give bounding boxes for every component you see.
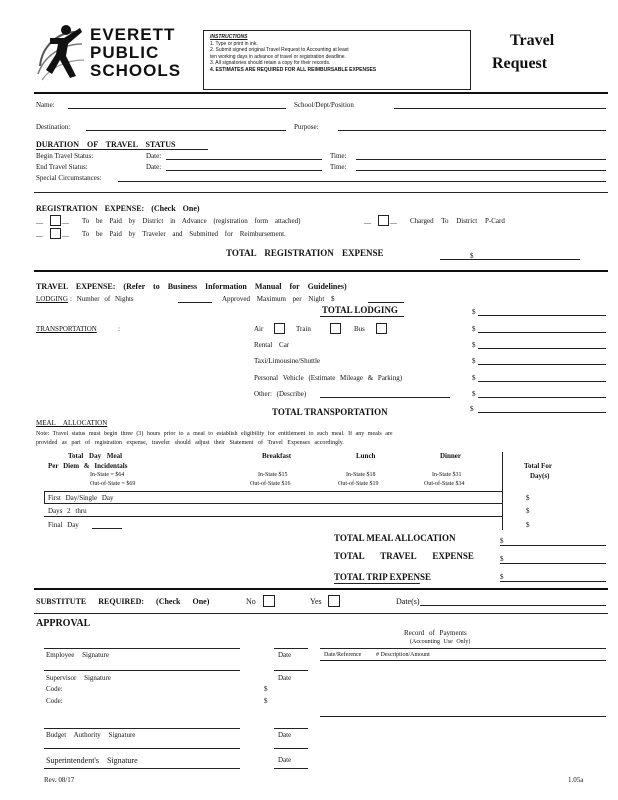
dollar-sign: $ — [470, 252, 474, 260]
end-date-field[interactable] — [166, 170, 322, 171]
begin-time-label: Time: — [330, 152, 347, 160]
code-label: Code: — [46, 685, 63, 693]
registration-heading: REGISTRATION EXPENSE: (Check One) — [36, 204, 200, 213]
logo-line3: SCHOOLS — [90, 61, 182, 80]
instruction-item: 2. Submit signed original Travel Request to Accounting at least — [210, 47, 349, 53]
employee-date-field[interactable] — [274, 670, 308, 671]
total-trip-label: TOTAL TRIP EXPENSE — [334, 572, 432, 582]
form-number: 1.05a — [568, 776, 584, 784]
divider — [34, 613, 608, 614]
travel-heading: TRAVEL EXPENSE: (Refer to Business Information Manual for Guidelines) — [36, 282, 347, 291]
dollar-sign: $ — [472, 308, 476, 316]
total-trip-field[interactable] — [500, 581, 606, 582]
nights-label: : Number of Nights — [70, 295, 134, 303]
col-total-day-label: Total Day Meal — [68, 452, 123, 460]
divider — [44, 503, 502, 504]
breakfast-in-state: In-State $15 — [258, 472, 288, 478]
bus-checkbox[interactable] — [376, 323, 387, 334]
divider — [274, 648, 308, 649]
superintendent-date-label: Date — [278, 756, 292, 764]
total-transportation-label: TOTAL TRANSPORTATION — [272, 407, 388, 417]
instructions-box — [203, 30, 471, 90]
total-transportation-field[interactable] — [478, 412, 606, 413]
purpose-field[interactable] — [338, 130, 606, 131]
divider — [34, 588, 608, 590]
divider — [320, 716, 606, 717]
substitute-no-checkbox[interactable] — [263, 595, 275, 607]
dollar-sign: $ — [472, 341, 476, 349]
substitute-yes-label: Yes — [310, 597, 322, 606]
total-meal-field[interactable] — [500, 545, 606, 546]
logo-line1: EVERETT — [90, 25, 176, 44]
logo-line2: PUBLIC — [90, 43, 160, 62]
dollar-sign: $ — [526, 507, 530, 515]
total-registration-label: TOTAL REGISTRATION EXPENSE — [226, 248, 384, 258]
breakfast-label: Breakfast — [262, 452, 292, 460]
budget-authority-label: Budget Authority Signature — [46, 731, 136, 739]
destination-field[interactable] — [86, 130, 286, 131]
train-label: Train — [296, 325, 311, 333]
divider — [320, 316, 404, 317]
rental-label: Rental Car — [254, 341, 290, 349]
meal-row-final-day: Final Day — [48, 521, 79, 529]
form-title-line2: Request — [492, 55, 548, 72]
begin-time-field[interactable] — [356, 159, 606, 160]
dollar-sign: $ — [264, 685, 268, 693]
substitute-yes-checkbox[interactable] — [328, 595, 340, 607]
supervisor-signature-field[interactable] — [44, 728, 240, 729]
other-label: Other: (Describe) — [254, 390, 307, 398]
reg-opt2-label: To be Paid by Traveler and Submitted for Reimbursement. — [82, 230, 286, 238]
dollar-sign: $ — [472, 325, 476, 333]
instruction-item: ten working days in advance of travel or registration deadline. — [210, 53, 346, 60]
total-travel-field[interactable] — [500, 563, 606, 564]
dollar-sign: $ — [500, 555, 504, 563]
taxi-amount-field[interactable] — [478, 364, 606, 365]
divider — [44, 516, 502, 517]
name-label: Name: — [36, 101, 55, 109]
budget-date-field[interactable] — [274, 748, 308, 749]
dollar-sign: $ — [472, 357, 476, 365]
instructions-title: INSTRUCTIONS — [210, 34, 248, 40]
total-lodging-label: TOTAL LODGING — [322, 305, 398, 315]
personal-vehicle-label: Personal Vehicle (Estimate Mileage & Parking) — [254, 374, 403, 382]
description-amount-label: # Description/Amount — [376, 652, 430, 658]
col-per-diem-label: Per Diem & Incidentals — [48, 462, 128, 470]
instruction-item: 3. All signatories should retain a copy for their records. — [210, 60, 331, 66]
total-registration-field[interactable] — [440, 259, 580, 260]
final-day-field[interactable] — [92, 528, 122, 529]
substitute-no-label: No — [246, 597, 256, 606]
reg-district-advance-checkbox[interactable] — [50, 215, 61, 226]
approved-max-field[interactable] — [368, 302, 404, 303]
begin-date-field[interactable] — [166, 159, 322, 160]
substitute-dates-field[interactable] — [420, 605, 606, 606]
meal-note-line1: Note: Travel status must begin three (3) hours prior to a meal to establish eligibility for entitlement to such meal. If any meals are — [36, 431, 393, 437]
divider — [502, 452, 503, 530]
air-amount-field[interactable] — [478, 332, 606, 333]
divider — [34, 270, 608, 272]
reg-opt3-label: Charged To District P-Card — [410, 217, 505, 225]
destination-label: Destination: — [36, 123, 71, 131]
substitute-label: SUBSTITUTE REQUIRED: (Check One) — [36, 597, 210, 606]
divider — [320, 648, 606, 649]
per-diem-in-state: In-State = $64 — [90, 472, 125, 478]
train-checkbox[interactable] — [330, 323, 341, 334]
school-label: School/Dept/Position — [294, 101, 354, 109]
divider — [334, 583, 420, 584]
end-date-label: Date: — [146, 163, 162, 171]
purpose-label: Purpose: — [294, 123, 319, 131]
dollar-sign: $ — [264, 697, 268, 705]
special-label: Special Circumstances: — [36, 174, 102, 182]
divider — [36, 149, 208, 150]
dollar-sign: $ — [472, 390, 476, 398]
name-field[interactable] — [68, 108, 286, 109]
other-amount-field[interactable] — [478, 397, 606, 398]
personal-amount-field[interactable] — [478, 381, 606, 382]
dinner-out-state: Out-of-State $34 — [424, 481, 465, 487]
superintendent-signature-field[interactable] — [44, 768, 240, 769]
meal-note-line2: provided as part of registration expense, traveler should adjust their Statement of Travel Expenses accordingly. — [36, 440, 344, 446]
reg-opt1-label: To be Paid by District in Advance (registration form attached) — [82, 217, 301, 225]
air-label: Air — [254, 325, 264, 333]
lodging-label: LODGING — [36, 295, 68, 303]
employee-signature-field[interactable] — [44, 670, 240, 671]
form-title-line1: Travel — [510, 32, 555, 49]
reg-pcard-checkbox[interactable] — [378, 215, 389, 226]
duration-heading: DURATION OF TRAVEL STATUS — [36, 140, 176, 149]
total-days-label: Total For — [524, 462, 552, 470]
transportation-label: TRANSPORTATION — [36, 325, 97, 333]
total-meal-label: TOTAL MEAL ALLOCATION — [334, 533, 456, 543]
instruction-item: 4. ESTIMATES ARE REQUIRED FOR ALL REIMBURSABLE EXPENSES — [210, 66, 377, 73]
end-time-field[interactable] — [356, 170, 606, 171]
meal-row-days-2-thru: Days 2 thru — [48, 507, 87, 515]
rental-amount-field[interactable] — [478, 348, 606, 349]
instruction-item: 1. Type or print in ink. — [210, 40, 258, 47]
dollar-sign: $ — [526, 521, 530, 529]
end-time-label: Time: — [330, 163, 347, 171]
substitute-dates-label: Date(s) — [396, 597, 420, 606]
divider — [320, 660, 606, 661]
revision-label: Rev. 08/17 — [44, 776, 75, 784]
begin-date-label: Date: — [146, 152, 162, 160]
dollar-sign: $ — [500, 537, 504, 545]
dollar-sign: $ — [526, 494, 530, 502]
meal-heading: MEAL ALLOCATION — [36, 419, 108, 427]
total-lodging-field[interactable] — [478, 315, 606, 316]
dinner-label: Dinner — [440, 452, 461, 460]
per-diem-out-state: Out-of-State = $69 — [90, 481, 136, 487]
dollar-sign: $ — [500, 573, 504, 581]
supervisor-signature-label: Supervisor Signature — [46, 674, 111, 682]
total-days-label-2: Day(s) — [530, 472, 550, 480]
end-label: End Travel Status: — [36, 163, 88, 171]
divider — [34, 92, 608, 94]
total-travel-label: TOTAL TRAVEL EXPENSE — [334, 551, 474, 561]
dinner-in-state: In-State $31 — [432, 472, 462, 478]
lunch-in-state: In-State $18 — [346, 472, 376, 478]
divider — [34, 192, 608, 193]
budget-date-label: Date — [278, 731, 292, 739]
meal-row-first-day: First Day/Single Day — [48, 494, 114, 502]
budget-signature-field[interactable] — [44, 748, 240, 749]
reg-traveler-checkbox[interactable] — [50, 228, 61, 239]
taxi-label: Taxi/Limousine/Shuttle — [254, 357, 321, 365]
supervisor-date-field[interactable] — [274, 728, 308, 729]
approved-max-label: Approved Maximum per Night $ — [222, 295, 335, 303]
employee-date-label: Date — [278, 651, 292, 659]
employee-signature-label: Employee Signature — [46, 651, 109, 659]
begin-label: Begin Travel Status: — [36, 152, 94, 160]
superintendent-date-field[interactable] — [274, 768, 308, 769]
bus-label: Bus — [354, 325, 365, 333]
code-label-2: Code: — [46, 697, 63, 705]
divider — [44, 491, 502, 492]
record-payments-label: Record of Payments — [404, 629, 467, 637]
special-field[interactable] — [118, 181, 606, 182]
dollar-sign: $ — [470, 405, 474, 413]
lunch-label: Lunch — [356, 452, 376, 460]
school-field[interactable] — [394, 108, 606, 109]
other-describe-field[interactable] — [320, 397, 450, 398]
running-figure-globe-icon — [36, 22, 88, 86]
approval-heading: APPROVAL — [36, 618, 91, 629]
supervisor-date-label: Date — [278, 674, 292, 682]
logo — [36, 22, 186, 88]
breakfast-out-state: Out-of-State $16 — [250, 481, 291, 487]
divider — [44, 648, 240, 649]
air-checkbox[interactable] — [274, 323, 285, 334]
date-reference-label: Date/Reference — [324, 652, 362, 658]
dollar-sign: $ — [472, 374, 476, 382]
superintendent-signature-label: Superintendent's Signature — [46, 756, 138, 765]
nights-field[interactable] — [178, 302, 212, 303]
lunch-out-state: Out-of-State $19 — [338, 481, 379, 487]
accounting-use-label: (Accounting Use Only) — [410, 639, 471, 645]
